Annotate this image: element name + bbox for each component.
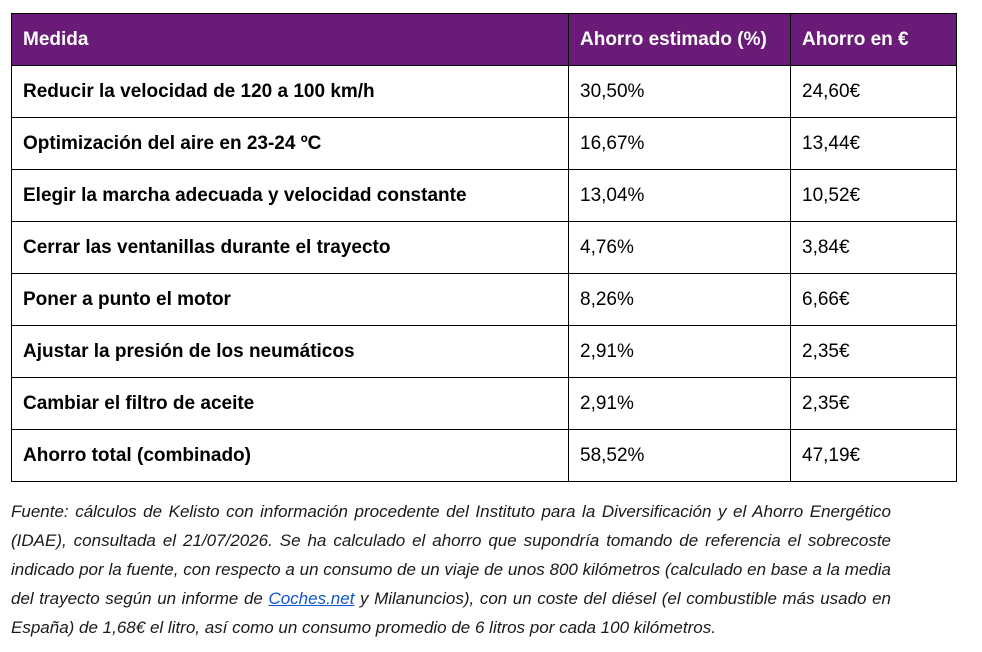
table-row — [12, 274, 957, 326]
header-ahorro-euros: Ahorro en € — [791, 14, 957, 66]
percent-cell: 2,91% — [569, 378, 791, 430]
percent-cell: 13,04% — [569, 170, 791, 222]
table-header-row — [12, 14, 957, 66]
table-row — [12, 378, 957, 430]
source-footnote — [11, 497, 891, 642]
percent-cell: 4,76% — [569, 222, 791, 274]
euro-cell: 3,84€ — [791, 222, 957, 274]
percent-cell: 30,50% — [569, 66, 791, 118]
header-ahorro-estimado: Ahorro estimado (%) — [569, 14, 791, 66]
measure-cell: Elegir la marcha adecuada y velocidad constante — [12, 170, 569, 222]
measure-cell: Reducir la velocidad de 120 a 100 km/h — [12, 66, 569, 118]
euro-cell: 10,52€ — [791, 170, 957, 222]
euro-cell: 2,35€ — [791, 378, 957, 430]
measure-cell: Cerrar las ventanillas durante el trayecto — [12, 222, 569, 274]
header-medida: Medida — [12, 14, 569, 66]
measure-cell: Cambiar el filtro de aceite — [12, 378, 569, 430]
percent-cell: 2,91% — [569, 326, 791, 378]
measure-cell: Ajustar la presión de los neumáticos — [12, 326, 569, 378]
euro-cell: 13,44€ — [791, 118, 957, 170]
percent-cell: 8,26% — [569, 274, 791, 326]
savings-table — [11, 13, 957, 482]
measure-cell: Optimización del aire en 23-24 ºC — [12, 118, 569, 170]
table-row — [12, 118, 957, 170]
percent-cell: 16,67% — [569, 118, 791, 170]
coches-net-link[interactable]: Coches.net — [268, 589, 355, 608]
euro-cell: 6,66€ — [791, 274, 957, 326]
percent-cell: 58,52% — [569, 430, 791, 482]
table-row — [12, 170, 957, 222]
euro-cell: 2,35€ — [791, 326, 957, 378]
savings-table-container — [11, 13, 956, 482]
euro-cell: 24,60€ — [791, 66, 957, 118]
euro-cell: 47,19€ — [791, 430, 957, 482]
footnote-text-after-link: y Milanuncios), con un coste del diésel (el combustible más usado en España) de 1,68€ el litro, así como un consumo promedio de 6 litros por cada 100 kilómetros. — [11, 589, 891, 637]
measure-cell: Ahorro total (combinado) — [12, 430, 569, 482]
table-row — [12, 66, 957, 118]
table-row-total — [12, 430, 957, 482]
table-row — [12, 326, 957, 378]
measure-cell: Poner a punto el motor — [12, 274, 569, 326]
table-row — [12, 222, 957, 274]
footnote-text-before-link: Fuente: cálculos de Kelisto con información procedente del Instituto para la Diversificación y el Ahorro Energético (IDAE), consultada el 21/07/2026. Se ha calculado el ahorro que supondría tomando de referencia el sobrecoste indicado por la fuente, con respecto a un consumo de un viaje de unos 800 kilómetros (calculado en base a la media del trayecto según un informe de — [11, 502, 891, 608]
